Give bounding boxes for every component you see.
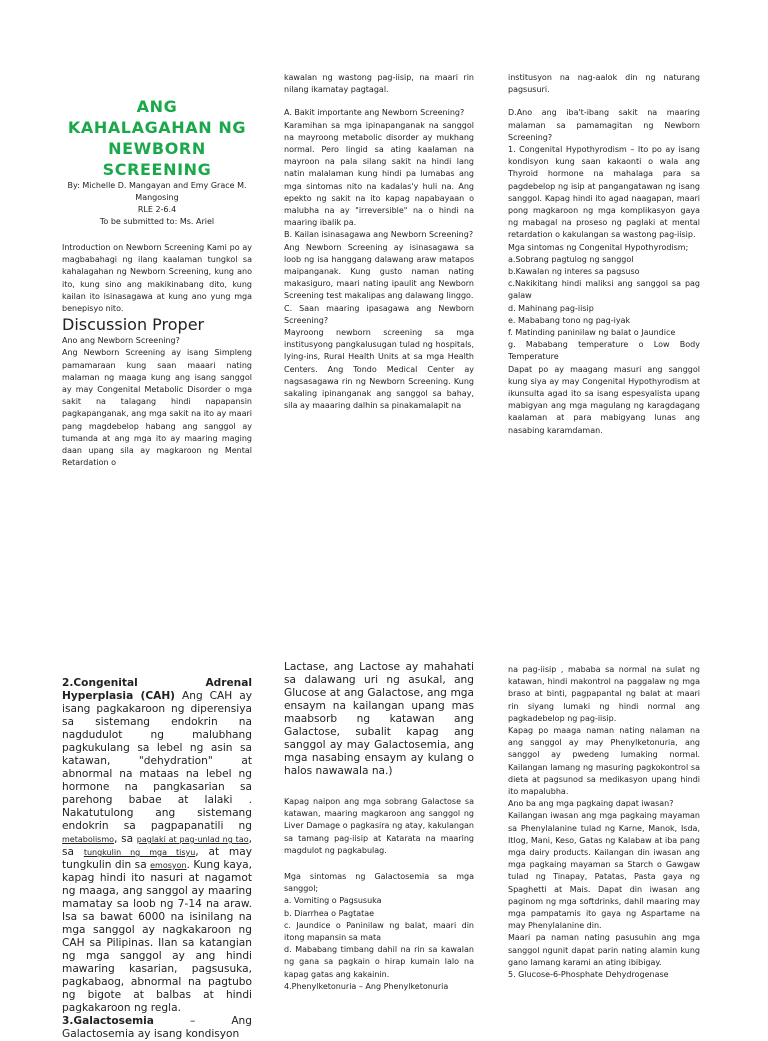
list-item: a. Vomiting o Pagsusuka bbox=[284, 896, 382, 906]
text-run: . Kung kaya, kapag hindi ito nasuri at nagamot ng maaga, ang sanggol ay maaring mamatay sa loob ng 7-14 na araw. Isa sa bawat 6000 na isinilang na mga sanggol ay nagkakaroon ng CAH sa Pilipinas. Ilan sa katangian ng mga sanggol ay ang hindi mawaring kasarian, pagsusuka, pagkabaog, abnormal na pagtubo ng bigote at balbas at hindi pagkakaroon ng regla. bbox=[62, 859, 252, 1014]
paragraph: kawalan ng wastong pag-iisip, na maari rin nilang ikamatay pagtagal. bbox=[284, 73, 474, 95]
paragraph: institusyon na nag-aalok din ng naturang pagsusuri. bbox=[508, 73, 700, 95]
list-item: e. Mababang tono ng pag-iyak bbox=[508, 315, 631, 325]
link-paglaki[interactable]: paglaki at pag-unlad ng tao bbox=[136, 835, 249, 844]
column-1-bottom bbox=[62, 677, 252, 1041]
paragraph: Dapat po ay maagang masuri ang sanggol kung siya ay may Congenital Hypothyrodism at ikunsulta agad ito sa isang espesyalista upang mabigyan ang mga magulang ng karagdagang kaalaman at para mabigyang lunas ang nasabing karamdaman. bbox=[508, 364, 700, 435]
paragraph bbox=[62, 677, 252, 1015]
list-item: g. Mababang temperature o Low Body Temperature bbox=[508, 340, 700, 362]
list-item: f. Matinding paninilaw ng balat o Jaundice bbox=[508, 328, 676, 338]
question-newborn-screening: Ano ang Newborn Screening? bbox=[62, 336, 180, 346]
paragraph: Ang Newborn Screening ay isinasagawa sa loob ng isa hanggang dalawang araw matapos maipanganak. Kung gusto naman nating makasiguro, maari nating ipaulit ang Newborn Screening test makalipas ang dalawang linggo. bbox=[284, 242, 474, 301]
intro-paragraph: Introduction on Newborn Screening Kami po ay magbabahagi ng ilang kaalaman tungkol sa kahalagahan ng Newborn Screening, kung ano ito, kung sino ang makikinabang dito, kung kailan ito isinasagawa at kung ano yung mga benepisyo nito. bbox=[62, 243, 252, 314]
byline-authors: By: Michelle D. Mangayan and Emy Grace M. Mangosing bbox=[67, 181, 247, 202]
list-item: a.Sobrang pagtulog ng sanggol bbox=[508, 254, 634, 264]
paragraph: 5. Glucose-6-Phosphate Dehydrogenase bbox=[508, 970, 669, 980]
paragraph: Lactase, ang Lactose ay mahahati sa dalawang uri ng asukal, ang Glucose at ang Galactose, ang mga ensaym na kailangan upang mas maabsorb ng katawan ang Galactose, subalit kapag ang sanggol ay may Galactosemia, ang mga nasabing ensaym ay kulang o halos nawawala na.) bbox=[284, 661, 474, 777]
text-run: , sa bbox=[114, 833, 137, 845]
list-item: b. Diarrhea o Pagtatae bbox=[284, 908, 375, 918]
paragraph: na pag-iisip , mababa sa normal na sulat ng katawan, hindi makontrol na paggalaw ng mga braso at binti, pagpapantal ng balat at maari rin siyang lumaki ng hindi normal ang pagkadebelop ng pag-iisip. bbox=[508, 665, 700, 723]
section-heading: Discussion Proper bbox=[62, 315, 205, 335]
question-a: A. Bakit importante ang Newborn Screening? bbox=[284, 108, 465, 118]
link-emosyon[interactable]: emosyon bbox=[150, 861, 187, 870]
paragraph: 1. Congenital Hypothyrodism – Ito po ay isang kondisyon kung saan kakaonti o wala ang Thyroid hormone na mahalaga para sa pagdebelop ng isip at pangangatawan ng isang sanggol. Kapag hindi ito agad naagapan, maari pong magkaroon ng mga komplikasyon gaya ng mabagal na proseso ng paglaki at mental retardation o kakulangan sa wastong pag-iisip. bbox=[508, 145, 700, 240]
list-item: 4.Phenylketonuria – Ang Phenylketonuria bbox=[284, 981, 449, 991]
column-2-top bbox=[284, 72, 474, 412]
text-run: Ang CAH ay isang pagkakaroon ng diperensiya sa sistemang endokrin na nagdudulot ng malubhang pagkukulang sa lebel ng asin sa katawan, "dehydration" at abnormal na mataas na lebel ng hormone na pangkasarian sa parehong babae at lalaki . Nakatutulong ang sistemang endokrin sa pagpapanatili ng bbox=[62, 690, 252, 832]
column-2-bottom bbox=[284, 661, 474, 993]
list-item: c.Nakikitang hindi maliksi ang sanggol sa pag galaw bbox=[508, 279, 700, 301]
list-item: d. Mahinang pag-iisip bbox=[508, 303, 594, 313]
text-run: – Ang Galactosemia ay isang kondisyon bbox=[62, 1015, 252, 1040]
column-3-bottom bbox=[508, 664, 700, 981]
question-c: C. Saan maaring ipasagawa ang Newborn Screening? bbox=[284, 303, 474, 325]
list-item: d. Mababang timbang dahil na rin sa kawalan ng gana sa pagkain o hirap kumain lalo na kapag gatas ang kakainin. bbox=[284, 945, 474, 979]
column-1-top bbox=[62, 96, 252, 469]
text-run: , at may tungkulin din sa bbox=[62, 846, 252, 871]
paragraph: Karamihan sa mga ipinapanganak na sanggol na mayroong metabolic disorder ay mukhang normal. Pero lingid sa ating kaalaman na mayroon na pala silang sakit na hindi lang natin malalaman kung hindi pa lumabas ang mga sintomas nito na kadalas'y huli na. Ang epekto ng sakit na ito kapag napabayaan o malubha na ay "irreversible" na o hindi na maaring ibalik pa. bbox=[284, 120, 474, 228]
paragraph: Mayroong newborn screening sa mga institusyong pangkalusugan tulad ng hospitals, lying-ins, Rural Health Units at sa mga Health Centers. Ang Tondo Medical Center ay nagsasagawa rin ng Newborn Screening. Kung sakaling ipinanganak ang sanggol sa bahay, sila ay maaaring dalhin sa pinakamalapit na bbox=[284, 328, 474, 411]
galactosemia-title: 3.Galactosemia bbox=[62, 1015, 154, 1027]
paragraph bbox=[62, 1015, 252, 1041]
cah-title: 2.Congenital Adrenal Hyperplasia (CAH) bbox=[62, 677, 252, 702]
byline-course: RLE 2-6.4 bbox=[137, 205, 177, 214]
list-item: b.Kawalan ng interes sa pagsuso bbox=[508, 267, 640, 277]
paragraph: Maari pa naman nating pasusuhin ang mga sanggol ngunit dapat parin nating alamin kung gano lamang karami an ating ibibigay. bbox=[508, 933, 700, 967]
list-heading: Mga sintomas ng Galactosemia sa mga sanggol; bbox=[284, 872, 474, 894]
paragraph: Kapag po maaga naman nating nalaman na ang sanggol ay may Phenylketonuria, ang sanggol ay pwedeng lumaking normal. Kailangan lamang ng masuring pagkokontrol sa dieta at pagsunod sa medikasyon upang hindi ito mapalubha. bbox=[508, 726, 700, 797]
link-metabolismo[interactable]: metabolismo bbox=[62, 835, 115, 844]
paragraph-wrap bbox=[284, 661, 474, 778]
question-d: D.Ano ang iba't-ibang sakit na maaring malaman sa pamamagitan ng Newborn Screening? bbox=[508, 108, 700, 142]
paragraph: Kailangan iwasan ang mga pagkaing mayaman sa Phenylalanine tulad ng Karne, Manok, Isda, Itlog, Mani, Keso, Gatas ng Kalabaw at iba pang mga dairy products. Kailangan din iwasan ang mga pagkaing mayaman sa Starch o Gawgaw tulad ng Tinapay, Patatas, Pasta gaya ng Spaghetti at Mais. Dapat din iwasan ang paginom ng mga softdrinks, dahil maaring may mga pampatamis ito gaya ng Aspartame na may Phenylalanine din. bbox=[508, 811, 700, 931]
paragraph: Kapag naipon ang mga sobrang Galactose sa katawan, maaring magkaroon ang sanggol ng Liver Damage o pagkasira ng atay, kakulangan sa tamang pag-iisip at Katarata na maaring magdulot ng pagkabulag. bbox=[284, 797, 474, 855]
question: Ano ba ang mga pagkaing dapat iwasan? bbox=[508, 799, 674, 809]
list-item: c. Jaundice o Paninilaw ng balat, maari din itong mapansin sa mata bbox=[284, 920, 474, 943]
question-b: B. Kailan isinasagawa ang Newborn Screening? bbox=[284, 230, 474, 240]
text-run: , sa bbox=[62, 833, 252, 858]
column-3-top bbox=[508, 72, 700, 437]
list-heading: Mga sintomas ng Congenital Hypothyrodism; bbox=[508, 242, 689, 252]
small-text bbox=[284, 796, 474, 993]
answer-newborn-screening: Ang Newborn Screening ay isang Simpleng pamamaraan kung saan maaari nating malaman ng maaga kung ang isang sanggol ay may Congenital Metabolic Disorder o mga sakit na talagang hindi napapansin pagkapanganak, ang mga sakit na ito ay maari pang magdebelop habang ang sanggol ay tumanda at ang mga ito ay maaring maging daan upang sila ay magkaroon ng Mental Retardation o bbox=[62, 348, 252, 468]
link-tungkulin[interactable]: tungkulin ng mga tisyu bbox=[83, 848, 196, 857]
byline-submitted: To be submitted to: Ms. Ariel bbox=[99, 217, 215, 226]
document-title: ANG KAHALAGAHAN NG NEWBORN SCREENING bbox=[67, 97, 247, 179]
